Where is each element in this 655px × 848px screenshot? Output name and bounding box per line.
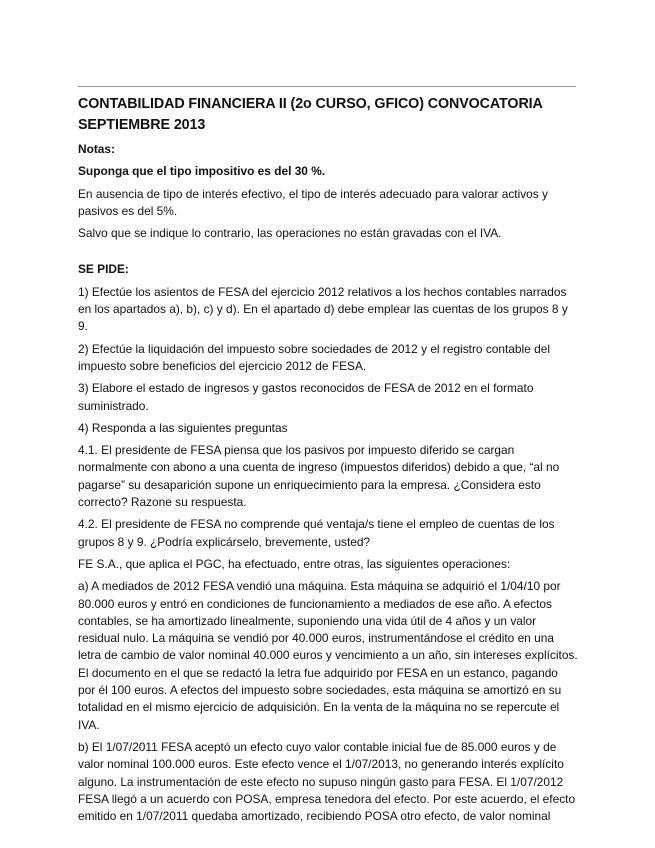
notes-heading: Notas: bbox=[78, 142, 115, 156]
operations-intro: FE S.A., que aplica el PGC, ha efectuado, entre otras, las siguientes operaciones: bbox=[78, 556, 511, 571]
request-item: 2) Efectúe la liquidación del impuesto sobre sociedades de 2012 y el registro contable del impuesto sobre beneficios del ejercicio 2012 de FESA. bbox=[78, 341, 550, 373]
question-item: 4.2. El presidente de FESA no comprende qué ventaja/s tiene el empleo de cuentas de los grupos 8 y 9. ¿Podría explicárselo, brevemente, usted? bbox=[78, 517, 555, 549]
interest-note: En ausencia de tipo de interés efectivo, el tipo de interés adecuado para valorar activos y pasivos es del 5%. bbox=[78, 186, 548, 218]
operation-item: a) A mediados de 2012 FESA vendió una máquina. Esta máquina se adquirió el 1/04/10 por 80.000 euros y entró en condiciones de funcionamiento a mediados de ese año. A efectos contables, se ha amortizado linealmente, suponiendo una vida útil de 4 años y un valor residual nulo. La máquina se vendió por 40.000 euros, instrumentándose el crédito en una letra de cambio de valor nominal 40.000 euros y vencimiento a un año, sin intereses explícitos. El documento en el que se redactó la letra fue adquirido por FESA en un estanco, pagando por él 100 euros. A efectos del impuesto sobre sociedades, esta máquina se amortizó en su totalidad en el mismo ejercicio de adquisición. En la venta de la máquina no se repercute el IVA. bbox=[78, 579, 578, 732]
question-item: 4.1. El presidente de FESA piensa que los pasivos por impuesto diferido se cargan normalmente con abono a una cuenta de ingreso (impuestos diferidos) debido a que, “al no pagarse” su desaparición supone un enriquecimiento para la empresa. ¿Considera esto correcto? Razone su respuesta. bbox=[78, 443, 560, 510]
vat-note: Salvo que se indique lo contrario, las operaciones no están gravadas con el IVA. bbox=[78, 226, 502, 241]
tax-rate-note: Suponga que el tipo impositivo es del 30 %. bbox=[78, 164, 326, 179]
document-title: CONTABILIDAD FINANCIERA II (2o CURSO, GFICO) CONVOCATORIA SEPTIEMBRE 2013 bbox=[78, 96, 543, 133]
request-item: 4) Responda a las siguientes preguntas bbox=[78, 420, 288, 435]
request-item: 3) Elabore el estado de ingresos y gastos reconocidos de FESA de 2012 en el formato suministrado. bbox=[78, 381, 534, 413]
request-item: 1) Efectúe los asientos de FESA del ejercicio 2012 relativos a los hechos contables narrados en los apartados a), b), c) y d). En el apartado d) debe emplear las cuentas de los grupos 8 y 9. bbox=[78, 284, 568, 334]
document-body bbox=[78, 94, 578, 830]
se-pide-heading: SE PIDE: bbox=[78, 262, 129, 277]
operation-item: b) El 1/07/2011 FESA aceptó un efecto cuyo valor contable inicial fue de 85.000 euros y de valor nominal 100.000 euros. Este efecto vence el 1/07/2013, no generando interés explícito alguno. La instrumentación de este efecto no supuso ningún gasto para FESA. El 1/07/2012 FESA llegó a un acuerdo con POSA, empresa tenedora del efecto. Por este acuerdo, el efecto emitido en 1/07/2011 quedaba amortizado, recibiendo POSA otro efecto, de valor nominal bbox=[78, 739, 576, 824]
top-divider bbox=[78, 86, 576, 87]
